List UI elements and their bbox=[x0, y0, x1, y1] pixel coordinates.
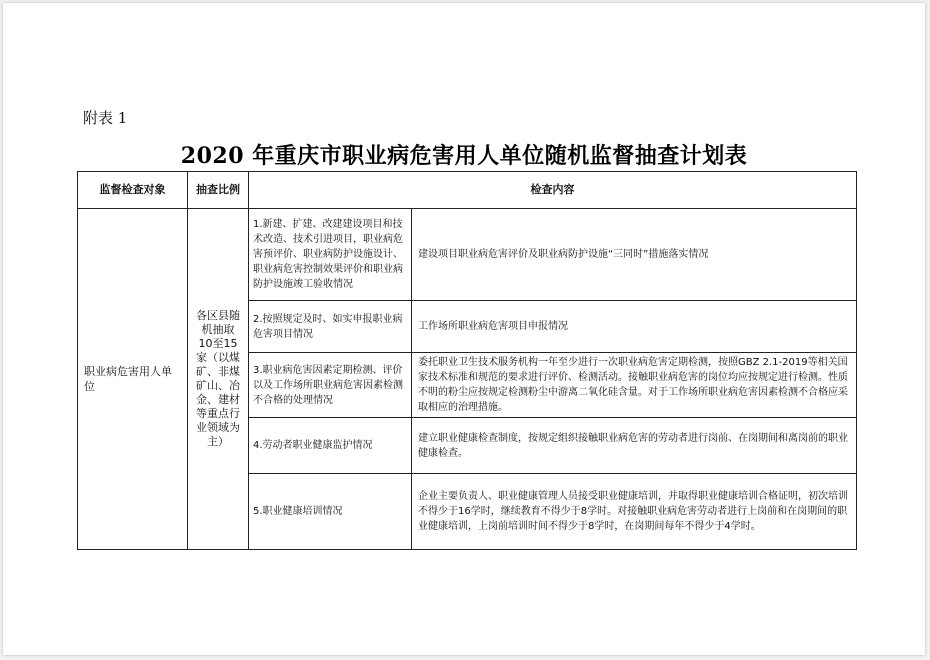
item-cell: 5.职业健康培训情况 bbox=[249, 474, 412, 550]
detail-cell: 委托职业卫生技术服务机构一年至少进行一次职业病危害定期检测，按照GBZ 2.1-2019等相关国家技术标准和规范的要求进行评价、检测活动。接触职业病危害的岗位均应按规定进行检测。性质不明的粉尘应按规定检测粉尘中游离二氧化硅含量。对于工作场所职业病危害因素检测不合格应采取相应的治理措施。 bbox=[412, 353, 857, 418]
table-header-row bbox=[78, 172, 857, 209]
detail-cell: 建立职业健康检查制度，按规定组织接触职业病危害的劳动者进行岗前、在岗期间和离岗前的职业健康检查。 bbox=[412, 418, 857, 474]
item-cell: 3.职业病危害因素定期检测、评价以及工作场所职业病危害因素检测不合格的处理情况 bbox=[249, 353, 412, 418]
header-content: 检查内容 bbox=[249, 172, 857, 209]
detail-cell: 工作场所职业病危害项目申报情况 bbox=[412, 301, 857, 353]
header-ratio: 抽查比例 bbox=[188, 172, 249, 209]
table-row bbox=[78, 209, 857, 301]
object-cell: 职业病危害用人单位 bbox=[78, 209, 188, 550]
annex-label: 附表 1 bbox=[83, 109, 128, 127]
header-object: 监督检查对象 bbox=[78, 172, 188, 209]
item-cell: 4.劳动者职业健康监护情况 bbox=[249, 418, 412, 474]
page-title: 2020 年重庆市职业病危害用人单位随机监督抽查计划表 bbox=[180, 143, 748, 169]
detail-cell: 企业主要负责人、职业健康管理人员接受职业健康培训，并取得职业健康培训合格证明，初次培训不得少于16学时，继续教育不得少于8学时。对接触职业病危害劳动者进行上岗前和在岗期间的职业健康培训，上岗前培训时间不得少于8学时，在岗期间每年不得少于4学时。 bbox=[412, 474, 857, 550]
item-cell: 2.按照规定及时、如实申报职业病危害项目情况 bbox=[249, 301, 412, 353]
ratio-cell: 各区县随机抽取10至15家（以煤矿、非煤矿山、冶金、建材等重点行业领域为主） bbox=[188, 209, 249, 550]
inspection-plan-table bbox=[77, 171, 857, 550]
item-cell: 1.新建、扩建、改建建设项目和技术改造、技术引进项目，职业病危害预评价、职业病防护设施设计、职业病危害控制效果评价和职业病防护设施竣工验收情况 bbox=[249, 209, 412, 301]
detail-cell: 建设项目职业病危害评价及职业病防护设施“三同时”措施落实情况 bbox=[412, 209, 857, 301]
document-page bbox=[3, 3, 925, 655]
